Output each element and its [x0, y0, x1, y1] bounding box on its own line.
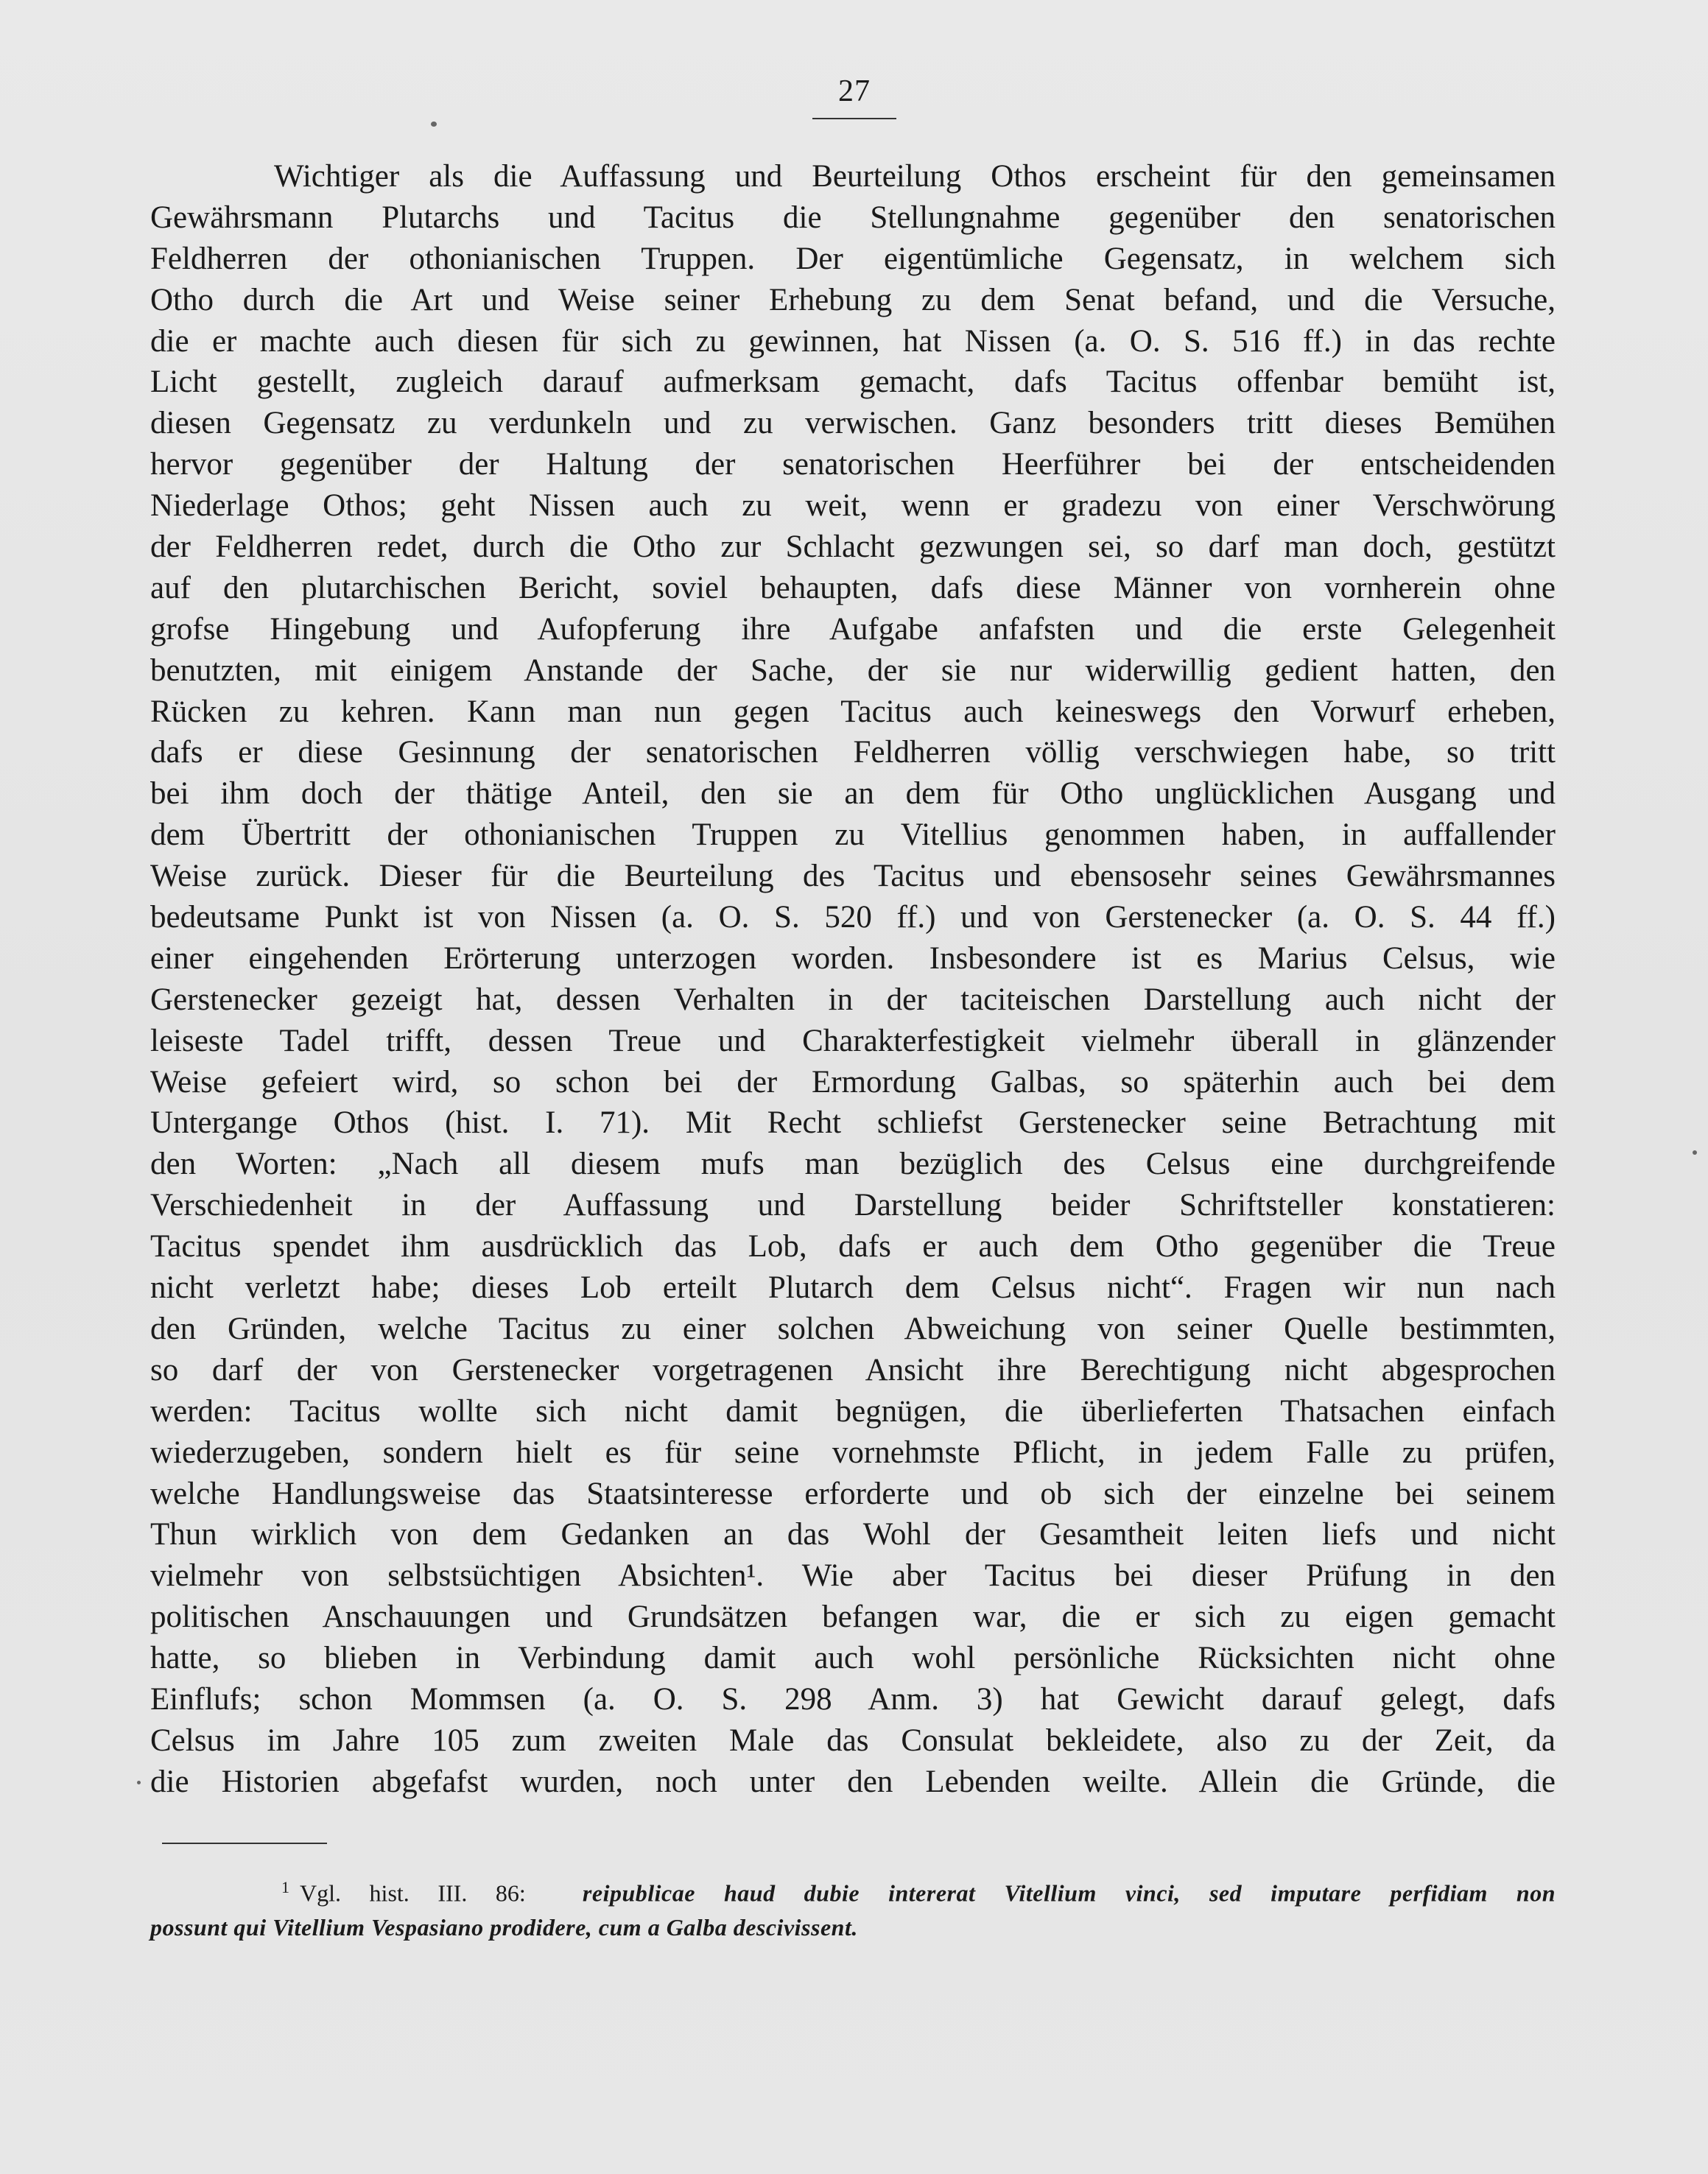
- text-line: den Gründen, welche Tacitus zu einer solchen Abweichung von seiner Quelle bestimmten,: [150, 1311, 1556, 1346]
- text-line: nicht verletzt habe; dieses Lob erteilt Plutarch dem Celsus nicht“. Fragen wir nun nach: [150, 1270, 1556, 1306]
- text-line: Gerstenecker gezeigt hat, dessen Verhalten in der taciteischen Darstellung auch nicht der: [150, 982, 1556, 1017]
- text-line: Niederlage Othos; geht Nissen auch zu weit, wenn er gradezu von einer Verschwörung: [150, 488, 1556, 524]
- text-line: politischen Anschauungen und Grundsätzen befangen war, die er sich zu eigen gemacht: [150, 1600, 1556, 1635]
- text-line: Tacitus spendet ihm ausdrücklich das Lob, dafs er auch dem Otho gegenüber die Treue: [150, 1229, 1556, 1264]
- text-line: bedeutsame Punkt ist von Nissen (a. O. S. 520 ff.) und von Gerstenecker (a. O. S. 44 ff.): [150, 900, 1556, 935]
- footnote-line: [150, 1868, 1556, 1907]
- text-line: Wichtiger als die Auffassung und Beurteilung Othos erscheint für den gemeinsamen: [274, 159, 1556, 194]
- scan-speck: [431, 122, 437, 127]
- text-line: diesen Gegensatz zu verdunkeln und zu verwischen. Ganz besonders tritt dieses Bemühen: [150, 406, 1556, 441]
- text-line: der Feldherren redet, durch die Otho zur Schlacht gezwungen sei, so darf man doch, gestützt: [150, 530, 1556, 565]
- footnote: [150, 1868, 1556, 1947]
- text-line: Weise gefeiert wird, so schon bei der Ermordung Galbas, so späterhin auch bei dem: [150, 1064, 1556, 1100]
- footnote-separator: [162, 1843, 327, 1844]
- text-line: hervor gegenüber der Haltung der senatorischen Heerführer bei der entscheidenden: [150, 447, 1556, 482]
- text-line: Verschiedenheit in der Auffassung und Darstellung beider Schriftsteller konstatieren:: [150, 1188, 1556, 1223]
- text-line: Untergange Othos (hist. I. 71). Mit Recht schliefst Gerstenecker seine Betrachtung mit: [150, 1105, 1556, 1141]
- text-line: Celsus im Jahre 105 zum zweiten Male das Consulat bekleidete, also zu der Zeit, da: [150, 1723, 1556, 1758]
- text-line: auf den plutarchischen Bericht, soviel behaupten, dafs diese Männer von vornherein ohne: [150, 570, 1556, 605]
- text-line: hatte, so blieben in Verbindung damit auch wohl persönliche Rücksichten nicht ohne: [150, 1641, 1556, 1676]
- footnote-quote: possunt qui Vitellium Vespasiano prodidere, cum a Galba descivissent.: [150, 1914, 858, 1941]
- text-line: Rücken zu kehren. Kann man nun gegen Tacitus auch keineswegs den Vorwurf erheben,: [150, 694, 1556, 729]
- text-line: dafs er diese Gesinnung der senatorischen Feldherren völlig verschwiegen habe, so tritt: [150, 735, 1556, 770]
- page-number: 27: [838, 74, 871, 108]
- body-text: [150, 156, 1556, 1803]
- text-line: die Historien abgefafst wurden, noch unter den Lebenden weilte. Allein die Gründe, die: [150, 1764, 1556, 1799]
- footnote-marker: 1: [281, 1878, 289, 1896]
- scan-speck: [1693, 1150, 1697, 1155]
- text-line: wiederzugeben, sondern hielt es für seine vornehmste Pflicht, in jedem Falle zu prüfen,: [150, 1435, 1556, 1470]
- footnote-quote: reipublicae haud dubie intererat Vitellium vinci, sed imputare perfidiam non: [582, 1879, 1556, 1907]
- text-line: Weise zurück. Dieser für die Beurteilung des Tacitus und ebensosehr seines Gewährsmannes: [150, 859, 1556, 894]
- text-line: Einflufs; schon Mommsen (a. O. S. 298 Anm. 3) hat Gewicht darauf gelegt, dafs: [150, 1681, 1556, 1717]
- text-line: vielmehr von selbstsüchtigen Absichten¹. Wie aber Tacitus bei dieser Prüfung in den: [150, 1558, 1556, 1594]
- text-line: einer eingehenden Erörterung unterzogen worden. Insbesondere ist es Marius Celsus, wie: [150, 940, 1556, 976]
- text-line: so darf der von Gerstenecker vorgetragenen Ansicht ihre Berechtigung nicht abgesprochen: [150, 1352, 1556, 1387]
- scan-speck: [137, 1781, 141, 1784]
- text-line: werden: Tacitus wollte sich nicht damit begnügen, die überlieferten Thatsachen einfach: [150, 1393, 1556, 1429]
- text-line: die er machte auch diesen für sich zu gewinnen, hat Nissen (a. O. S. 516 ff.) in das rechte: [150, 323, 1556, 359]
- text-line: bei ihm doch der thätige Anteil, den sie an dem für Otho unglücklichen Ausgang und: [150, 776, 1556, 812]
- text-line: dem Übertritt der othonianischen Truppen zu Vitellius genommen haben, in auffallender: [150, 817, 1556, 853]
- text-line: den Worten: „Nach all diesem mufs man bezüglich des Celsus eine durchgreifende: [150, 1147, 1556, 1182]
- text-line: Thun wirklich von dem Gedanken an das Wohl der Gesamtheit leiten liefs und nicht: [150, 1517, 1556, 1552]
- text-line: Feldherren der othonianischen Truppen. Der eigentümliche Gegensatz, in welchem sich: [150, 241, 1556, 276]
- text-line: welche Handlungsweise das Staatsinteresse erforderte und ob sich der einzelne bei seinem: [150, 1476, 1556, 1511]
- text-line: grofse Hingebung und Aufopferung ihre Aufgabe anfafsten und die erste Gelegenheit: [150, 611, 1556, 647]
- text-line: Otho durch die Art und Weise seiner Erhebung zu dem Senat befand, und die Versuche,: [150, 282, 1556, 317]
- page-number-underline: [812, 118, 896, 119]
- footnote-reference: Vgl. hist. III. 86:: [300, 1879, 526, 1907]
- text-line: benutzten, mit einigem Anstande der Sache, der sie nur widerwillig gedient hatten, den: [150, 652, 1556, 688]
- text-line: Licht gestellt, zugleich darauf aufmerksam gemacht, dafs Tacitus offenbar bemüht ist,: [150, 365, 1556, 400]
- text-line: leiseste Tadel trifft, dessen Treue und Charakterfestigkeit vielmehr überall in glänzender: [150, 1023, 1556, 1058]
- text-line: Gewährsmann Plutarchs und Tacitus die Stellungnahme gegenüber den senatorischen: [150, 200, 1556, 235]
- footnote-line: [150, 1907, 1556, 1947]
